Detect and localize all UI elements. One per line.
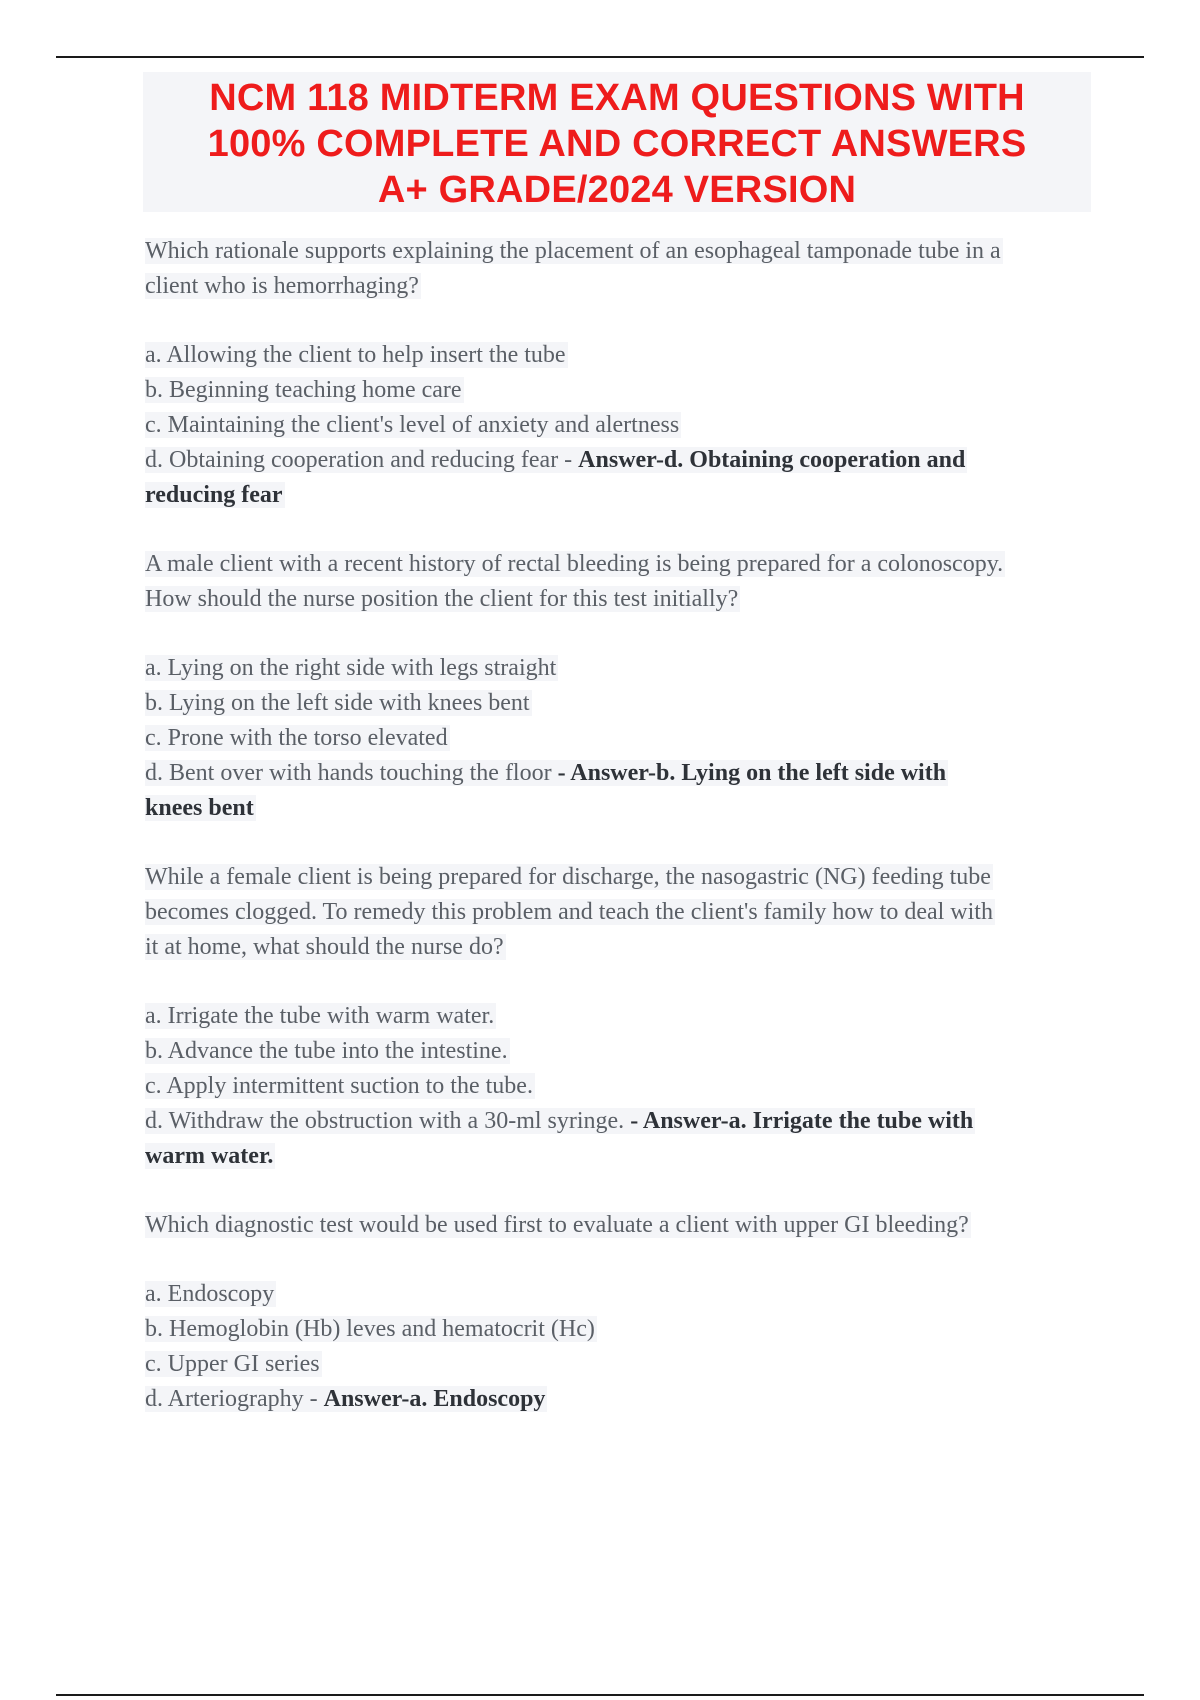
- answer-option: b. Advance the tube into the intestine.: [145, 1038, 508, 1064]
- question-1: [145, 234, 1095, 513]
- answer-option: d. Arteriography -: [145, 1386, 324, 1412]
- answer-option: c. Upper GI series: [145, 1351, 320, 1377]
- question-3: [145, 860, 1095, 1174]
- question-stem-line: A male client with a recent history of rectal bleeding is being prepared for a colonoscopy.: [145, 551, 1004, 577]
- question-stem-line: becomes clogged. To remedy this problem and teach the client's family how to deal with: [145, 899, 993, 925]
- title-line-1: NCM 118 MIDTERM EXAM QUESTIONS WITH: [209, 77, 1025, 119]
- title-line-3: A+ GRADE/2024 VERSION: [377, 169, 857, 211]
- document-title: [143, 72, 1091, 212]
- question-stem-line: it at home, what should the nurse do?: [145, 934, 504, 960]
- bottom-rule: [56, 1694, 1144, 1696]
- question-stem-line: Which rationale supports explaining the placement of an esophageal tamponade tube in a: [145, 238, 1001, 264]
- answer-option: d. Withdraw the obstruction with a 30-ml syringe.: [145, 1108, 631, 1134]
- correct-answer: Answer-d. Obtaining cooperation and: [578, 447, 966, 473]
- answer-option: c. Maintaining the client's level of anxiety and alertness: [145, 412, 680, 438]
- correct-answer-continued: reducing fear: [145, 482, 283, 508]
- answer-option: a. Irrigate the tube with warm water.: [145, 1003, 495, 1029]
- title-line-2: 100% COMPLETE AND CORRECT ANSWERS: [207, 123, 1027, 165]
- answer-option: c. Apply intermittent suction to the tube.: [145, 1073, 533, 1099]
- answer-option: d. Obtaining cooperation and reducing fear -: [145, 447, 579, 473]
- answer-option: b. Lying on the left side with knees bent: [145, 690, 530, 716]
- correct-answer-continued: warm water.: [145, 1143, 274, 1169]
- question-stem-line: How should the nurse position the client for this test initially?: [145, 586, 739, 612]
- correct-answer: - Answer-a. Irrigate the tube with: [630, 1108, 974, 1134]
- answer-option: a. Allowing the client to help insert the tube: [145, 342, 566, 368]
- question-stem-line: client who is hemorrhaging?: [145, 273, 419, 299]
- answer-option: a. Lying on the right side with legs straight: [145, 655, 557, 681]
- answer-option: b. Hemoglobin (Hb) leves and hematocrit (Hc): [145, 1316, 595, 1342]
- answer-option: c. Prone with the torso elevated: [145, 725, 448, 751]
- correct-answer: - Answer-b. Lying on the left side with: [557, 760, 947, 786]
- answer-option: d. Bent over with hands touching the floor: [145, 760, 558, 786]
- question-stem-line: While a female client is being prepared for discharge, the nasogastric (NG) feeding tube: [145, 864, 991, 890]
- answer-option: b. Beginning teaching home care: [145, 377, 462, 403]
- question-4: [145, 1208, 1095, 1417]
- top-rule: [56, 56, 1144, 58]
- answer-option: a. Endoscopy: [145, 1281, 275, 1307]
- question-2: [145, 547, 1095, 826]
- document-body: [145, 234, 1095, 1417]
- correct-answer: Answer-a. Endoscopy: [323, 1386, 546, 1412]
- question-stem-line: Which diagnostic test would be used first to evaluate a client with upper GI bleeding?: [145, 1212, 969, 1238]
- correct-answer-continued: knees bent: [145, 795, 254, 821]
